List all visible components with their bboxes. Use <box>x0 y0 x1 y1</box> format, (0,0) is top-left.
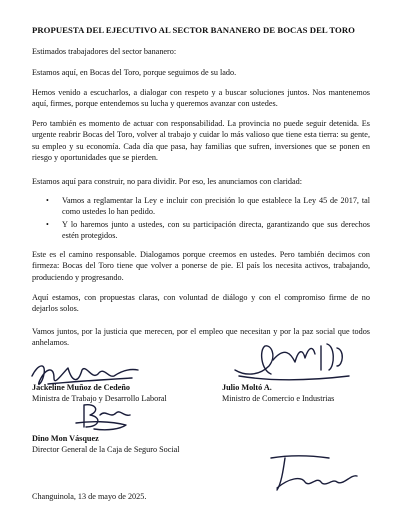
paragraph-3: Pero también es momento de actuar con responsabilidad. La provincia no puede seguir detenida. Es urgente reabrir Bocas del Toro, volver al trabajo y cuidar lo más valioso que tiene esta tierra: su gente, su empleo y su economía. Cada día que pasa, hay familias que sufren, inversiones que se ponen en riesgo y oportunidades que se pierden. <box>32 119 370 163</box>
signature-mon <box>70 401 140 437</box>
paragraph-1: Estamos aquí, en Bocas del Toro, porque seguimos de su lado. <box>32 68 237 77</box>
salutation: Estimados trabajadores del sector bananero: <box>32 47 177 56</box>
bullet-icon: • <box>46 219 49 229</box>
bullet-text: Y lo haremos junto a ustedes, con su participación directa, garantizando que sus derechos estén protegidos. <box>62 219 370 241</box>
paragraph-6: Aquí estamos, con propuestas claras, con voluntad de diálogo y con el compromiso firme de no dejarlos solos. <box>32 293 370 314</box>
signatory-role-munoz: Ministra de Trabajo y Desarrollo Laboral <box>32 394 167 403</box>
paragraph-2: Hemos venido a escucharlos, a dialogar con respeto y a buscar soluciones juntos. Nos mantenemos aquí, firmes, porque entendemos su lucha y queremos avanzar con ustedes. <box>32 88 370 109</box>
signature-date <box>265 448 365 496</box>
paragraph-7: Vamos juntos, por la justicia que merecen, por el empleo que necesitan y por la paz social que todos anhelamos. <box>32 327 370 348</box>
signatory-name-mon: Dino Mon Vásquez <box>32 434 99 443</box>
signatory-role-molto: Ministro de Comercio e Industrias <box>222 394 335 403</box>
signatory-role-mon: Director General de la Caja de Seguro Social <box>32 445 180 454</box>
signatory-name-molto: Julio Moltó A. <box>222 383 272 392</box>
list-item <box>32 219 370 242</box>
document-title: PROPUESTA DEL EJECUTIVO AL SECTOR BANANERO DE BOCAS DEL TORO <box>32 25 355 35</box>
bullet-icon: • <box>46 196 49 205</box>
paragraph-5: Este es el camino responsable. Dialogamos porque creemos en ustedes. Pero también decimos con firmeza: Bocas del Toro tiene que volver a ponerse de pie. El país los necesita activos, trabajando, produciendo y progresando. <box>32 250 370 282</box>
signature-molto <box>225 336 355 384</box>
announcement-list <box>32 195 370 243</box>
paragraph-4: Estamos aquí para construir, no para dividir. Por eso, les anunciamos con claridad: <box>32 177 303 186</box>
signatory-name-munoz: Jackeline Muñoz de Cedeño <box>32 383 131 392</box>
list-item <box>32 195 370 218</box>
bullet-text: Vamos a reglamentar la Ley e incluir con precisión lo que establece la Ley 45 de 2017, tal como ustedes lo han pedido. <box>62 196 370 217</box>
document-date: Changuinola, 13 de mayo de 2025. <box>32 492 147 501</box>
